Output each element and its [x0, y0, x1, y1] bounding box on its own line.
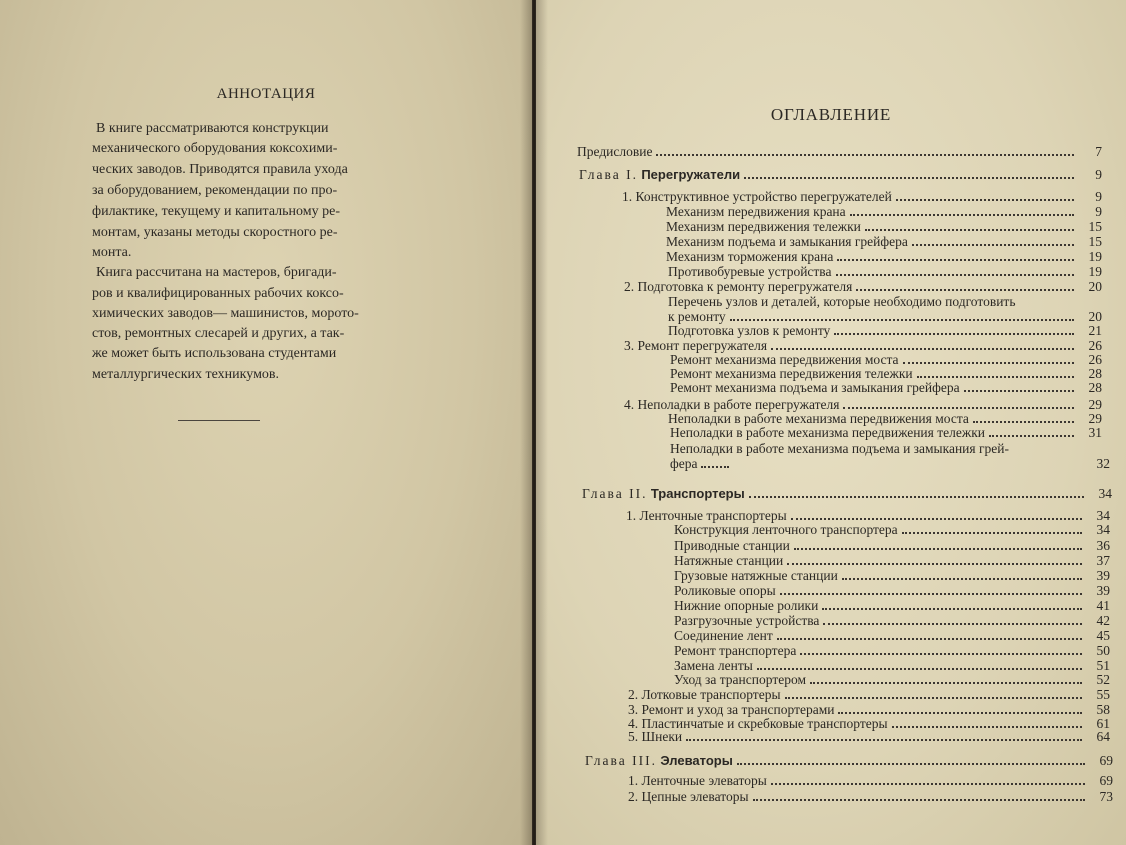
toc-entry-label: Роликовые опоры — [674, 583, 776, 598]
annotation-line: филактике, текущему и капитальному ре- — [92, 204, 341, 219]
toc-entry-page: 15 — [1088, 234, 1102, 249]
toc-entry-page: 28 — [1088, 366, 1102, 381]
toc-entry — [666, 204, 1102, 220]
annotation-line: стов, ремонтных слесарей и других, а так- — [92, 326, 345, 341]
toc-entry-page: 19 — [1088, 249, 1102, 264]
leader-dots — [777, 628, 1082, 640]
toc-entry-label: Неполадки в работе механизма подъема и замыкания грей- — [670, 441, 1009, 456]
toc-entry — [628, 687, 1110, 703]
toc-entry — [674, 613, 1110, 629]
toc-entry-page: 26 — [1088, 338, 1102, 353]
toc-entry-page: 34 — [1096, 508, 1110, 523]
toc-entry-page: 19 — [1088, 264, 1102, 279]
toc-entry — [670, 456, 1110, 472]
annotation-line: же может быть использована студентами — [92, 346, 337, 361]
toc-entry-page: 39 — [1096, 568, 1110, 583]
annotation-line: В книге рассматриваются конструкции — [96, 121, 329, 136]
toc-entry-label: Грузовые натяжные станции — [674, 568, 838, 583]
leader-dots — [794, 538, 1082, 550]
leader-dots — [903, 352, 1074, 364]
leader-dots — [787, 553, 1082, 565]
leader-dots — [912, 234, 1074, 246]
toc-entry-label: 4. Неполадки в работе перегружателя — [624, 397, 840, 412]
toc-entry-label: Перечень узлов и деталей, которые необходимо подготовить — [668, 294, 1016, 309]
toc-entry-page: 61 — [1096, 716, 1110, 731]
toc-chapter-2 — [582, 486, 1112, 502]
toc-chapter-3 — [585, 753, 1113, 769]
toc-entry-label: Предисловие — [577, 144, 653, 159]
annotation-line: монтам, указаны методы скоростного ре- — [92, 225, 338, 240]
toc-entry — [674, 553, 1110, 569]
leader-dots — [837, 249, 1074, 261]
toc-entry-page: 29 — [1088, 411, 1102, 426]
toc-entry-page: 58 — [1096, 702, 1110, 717]
toc-entry-label: Неполадки в работе механизма передвижения тележки — [670, 425, 985, 440]
toc-entry-label: Подготовка узлов к ремонту — [668, 323, 831, 338]
toc-entry-label: Ремонт транспортера — [674, 643, 797, 658]
toc-entry-page: 50 — [1096, 643, 1110, 658]
toc-entry-label: 1. Ленточные элеваторы — [628, 773, 767, 788]
toc-entry — [622, 189, 1102, 205]
toc-entry-page: 69 — [1099, 753, 1113, 768]
toc-entry-page: 31 — [1088, 425, 1102, 440]
toc-entry-label: Противобуревые устройства — [668, 264, 832, 279]
toc-entry — [666, 219, 1102, 235]
annotation-line: ров и квалифицированных рабочих коксо- — [92, 286, 344, 301]
toc-entry-label: Уход за транспортером — [674, 672, 806, 687]
toc-entry-label: Механизм передвижения тележки — [666, 219, 861, 234]
toc-title: ОГЛАВЛЕНИЕ — [770, 105, 892, 124]
leader-dots — [964, 380, 1074, 392]
toc-entry — [628, 729, 1110, 745]
toc-entry — [670, 425, 1102, 441]
leader-dots — [686, 729, 1082, 741]
leader-dots — [744, 167, 1074, 179]
leader-dots — [902, 522, 1082, 534]
annotation-line: Книга рассчитана на мастеров, бригади- — [96, 265, 337, 280]
toc-entry — [674, 538, 1110, 554]
toc-entry-label: Ремонт механизма передвижения моста — [670, 352, 899, 367]
toc-entry — [668, 264, 1102, 280]
toc-entry — [628, 773, 1113, 789]
leader-dots — [917, 366, 1074, 378]
toc-entry — [674, 583, 1110, 599]
leader-dots — [780, 583, 1082, 595]
leader-dots — [771, 338, 1074, 350]
leader-dots — [791, 508, 1082, 520]
leader-dots — [810, 672, 1082, 684]
toc-entry — [674, 643, 1110, 659]
divider — [178, 420, 260, 421]
toc-entry-page: 64 — [1096, 729, 1110, 744]
toc-entry — [674, 522, 1110, 538]
toc-entry — [670, 380, 1102, 396]
toc-entry — [624, 279, 1102, 295]
toc-entry-page: 42 — [1096, 613, 1110, 628]
toc-entry-page: 9 — [1095, 189, 1102, 204]
chapter-prefix: Глава I. — [579, 167, 638, 182]
annotation-line: монта. — [92, 245, 132, 260]
toc-entry — [674, 672, 1110, 688]
toc-entry — [628, 789, 1113, 805]
toc-entry-page: 9 — [1095, 204, 1102, 219]
chapter-title: Элеваторы — [660, 753, 733, 768]
leader-dots — [896, 189, 1074, 201]
toc-entry-label: Механизм передвижения крана — [666, 204, 846, 219]
leader-dots — [856, 279, 1074, 291]
toc-entry-label: 1. Конструктивное устройство перегружателей — [622, 189, 892, 204]
toc-entry-page: 55 — [1096, 687, 1110, 702]
toc-entry-page: 73 — [1099, 789, 1113, 804]
leader-dots — [656, 144, 1074, 156]
toc-entry-label: 1. Ленточные транспортеры — [626, 508, 787, 523]
book-gutter — [520, 0, 548, 845]
toc-entry-label: Нижние опорные ролики — [674, 598, 819, 613]
toc-entry-page: 37 — [1096, 553, 1110, 568]
toc-entry-label: к ремонту — [668, 309, 726, 324]
toc-entry — [674, 568, 1110, 584]
annotation-title: АННОТАЦИЯ — [216, 86, 316, 102]
toc-entry — [674, 628, 1110, 644]
toc-entry-label: 2. Подготовка к ремонту перегружателя — [624, 279, 853, 294]
leader-dots — [843, 397, 1074, 409]
toc-entry-label: 2. Цепные элеваторы — [628, 789, 749, 804]
toc-entry-page: 34 — [1098, 486, 1112, 501]
annotation-line: химических заводов— машинистов, морото- — [92, 306, 359, 321]
toc-entry-label: фера — [670, 456, 698, 471]
toc-entry-label: Замена ленты — [674, 658, 753, 673]
leader-dots — [865, 219, 1074, 231]
toc-entry-preface — [577, 144, 1102, 160]
leader-dots — [785, 687, 1082, 699]
toc-entry-page: 21 — [1088, 323, 1102, 338]
toc-entry-page: 9 — [1095, 167, 1102, 182]
toc-entry-page: 28 — [1088, 380, 1102, 395]
leader-dots — [730, 309, 1074, 321]
toc-entry-label: 4. Пластинчатые и скребковые транспортеры — [628, 716, 888, 731]
leader-dots — [838, 702, 1082, 714]
toc-entry-label: 5. Шнеки — [628, 729, 683, 744]
toc-entry-label: 2. Лотковые транспортеры — [628, 687, 781, 702]
toc-entry-label: Натяжные станции — [674, 553, 784, 568]
annotation-line: металлургических техникумов. — [92, 367, 280, 382]
toc-entry-page: 41 — [1096, 598, 1110, 613]
chapter-title: Транспортеры — [650, 486, 745, 501]
leader-dots — [822, 598, 1082, 610]
leader-dots — [749, 486, 1084, 498]
toc-entry-page: 20 — [1088, 279, 1102, 294]
toc-entry-page: 32 — [1096, 456, 1110, 471]
toc-entry-label: Соединение лент — [674, 628, 773, 643]
chapter-title: Перегружатели — [641, 167, 741, 182]
annotation-line: ческих заводов. Приводятся правила ухода — [92, 162, 348, 177]
toc-entry — [668, 323, 1102, 339]
toc-entry-label: Механизм торможения крана — [666, 249, 834, 264]
leader-dots — [771, 773, 1085, 785]
chapter-prefix: Глава II. — [582, 486, 648, 501]
toc-entry — [666, 234, 1102, 250]
toc-entry-page: 20 — [1088, 309, 1102, 324]
leader-dots — [842, 568, 1082, 580]
leader-dots — [973, 411, 1074, 423]
toc-entry-page: 15 — [1088, 219, 1102, 234]
toc-entry-label: Ремонт механизма передвижения тележки — [670, 366, 913, 381]
toc-entry-page: 26 — [1088, 352, 1102, 367]
leader-dots — [753, 789, 1085, 801]
leader-dots — [989, 425, 1074, 437]
toc-entry-page: 29 — [1088, 397, 1102, 412]
toc-entry-page: 69 — [1099, 773, 1113, 788]
toc-entry-label: Неполадки в работе механизма передвижения моста — [668, 411, 969, 426]
leader-dots — [737, 753, 1085, 765]
toc-entry-page: 7 — [1095, 144, 1102, 159]
toc-chapter-1 — [579, 167, 1102, 183]
toc-entry-page: 51 — [1096, 658, 1110, 673]
leader-dots — [836, 264, 1075, 276]
toc-entry — [666, 249, 1102, 265]
toc-entry-label: Разгрузочные устройства — [674, 613, 820, 628]
toc-entry — [674, 598, 1110, 614]
leader-dots — [892, 716, 1082, 728]
toc-entry-page: 34 — [1096, 522, 1110, 537]
toc-entry-label: 3. Ремонт перегружателя — [624, 338, 768, 353]
toc-entry-page: 45 — [1096, 628, 1110, 643]
toc-entry-label: Ремонт механизма подъема и замыкания грейфера — [670, 380, 960, 395]
toc-entry-label: Конструкция ленточного транспортера — [674, 522, 898, 537]
annotation-line: механического оборудования коксохими- — [92, 141, 338, 156]
toc-entry-page: 39 — [1096, 583, 1110, 598]
leader-dots — [757, 658, 1082, 670]
leader-dots — [834, 323, 1074, 335]
toc-entry-label: Механизм подъема и замыкания грейфера — [666, 234, 908, 249]
leader-dots — [701, 456, 729, 468]
left-page — [0, 0, 532, 845]
toc-entry-label: Приводные станции — [674, 538, 790, 553]
leader-dots — [850, 204, 1074, 216]
annotation-line: за оборудованием, рекомендации по про- — [92, 183, 338, 198]
toc-entry-page: 52 — [1096, 672, 1110, 687]
leader-dots — [800, 643, 1082, 655]
leader-dots — [823, 613, 1082, 625]
chapter-prefix: Глава III. — [585, 753, 657, 768]
toc-entry-page: 36 — [1096, 538, 1110, 553]
toc-entry-label: 3. Ремонт и уход за транспортерами — [628, 702, 835, 717]
